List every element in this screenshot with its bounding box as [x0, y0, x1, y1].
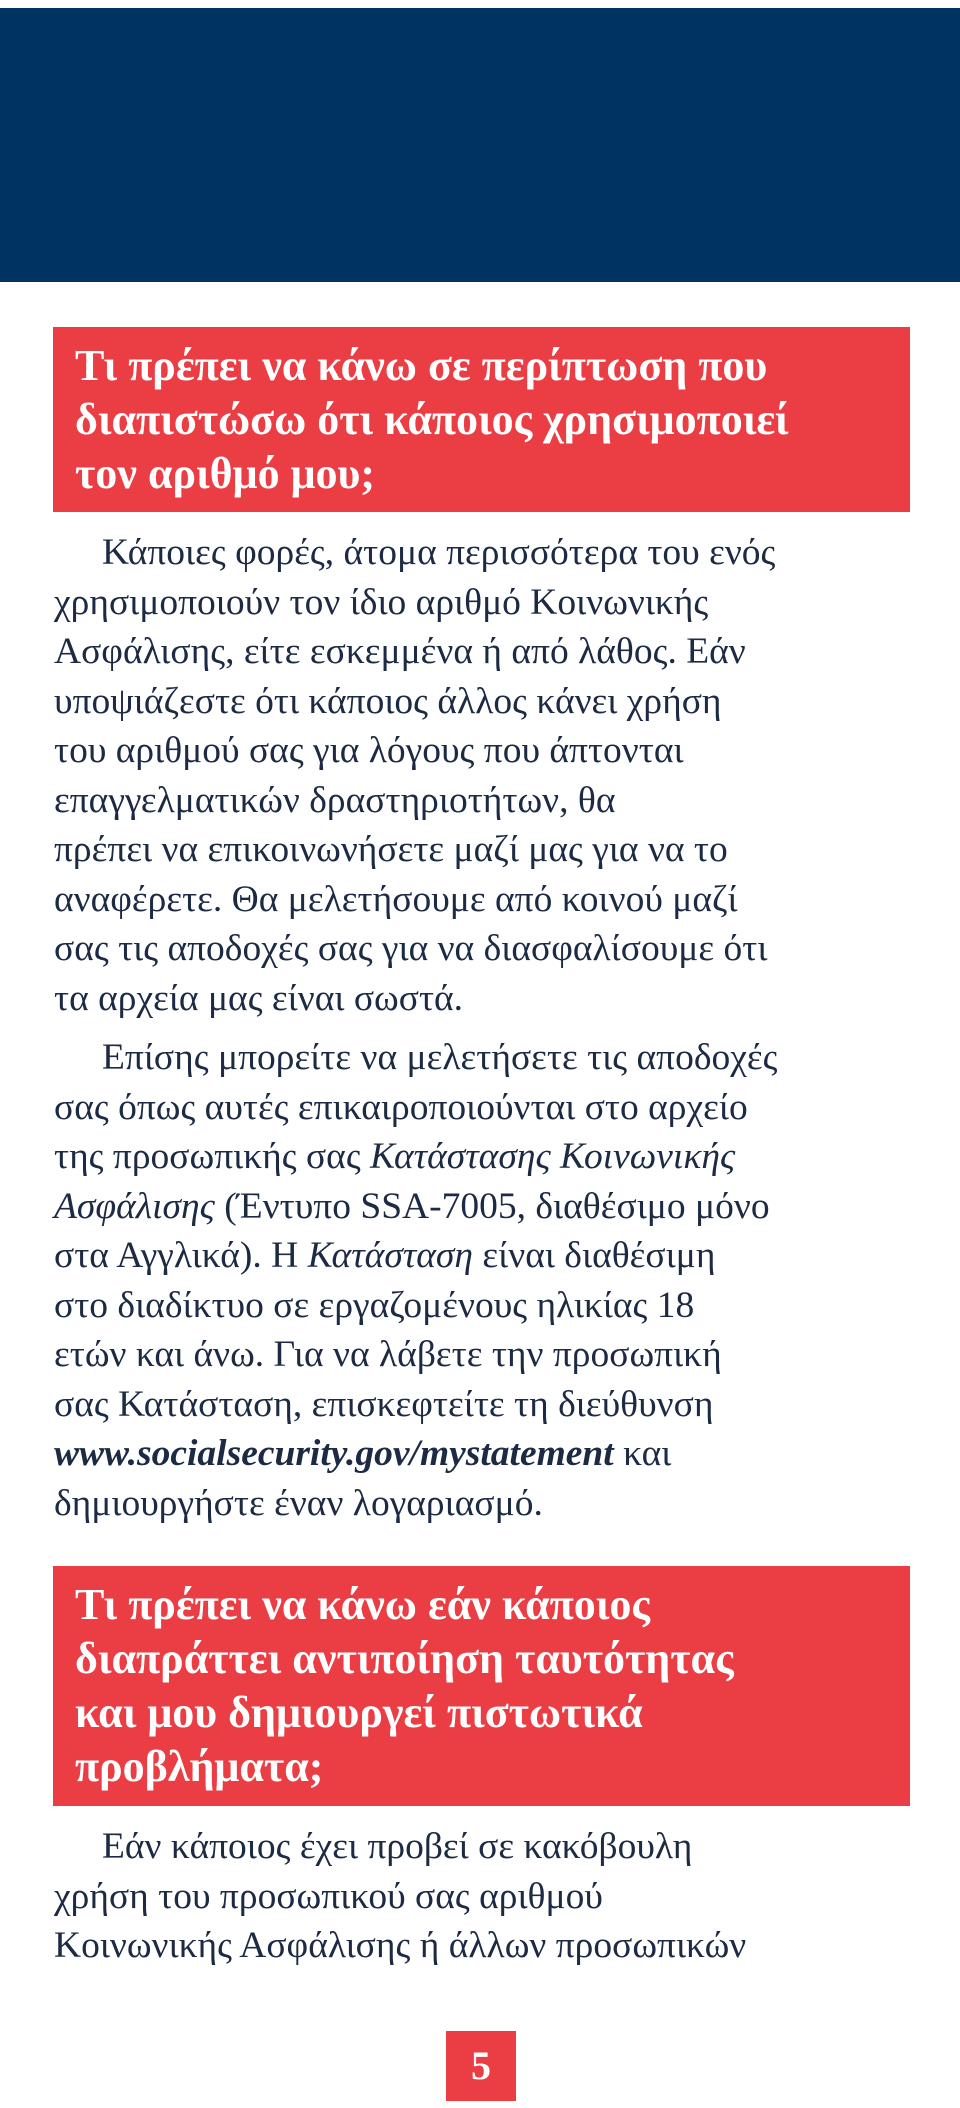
- page-number: 5: [446, 2031, 516, 2101]
- paragraph-identity-theft: [54, 1822, 934, 1971]
- paragraph-line: ετών και άνω. Για να λάβετε την προσωπική: [54, 1334, 722, 1375]
- text-run: της προσωπικής σας: [54, 1136, 371, 1177]
- paragraph-line: Εάν κάποιος έχει προβεί σε κακόβουλη: [102, 1826, 693, 1867]
- text-run: είναι διαθέσιμη: [473, 1235, 716, 1276]
- heading-line: προβλήματα;: [75, 1742, 324, 1791]
- paragraph-line: υποψιάζεστε ότι κάποιος άλλος κάνει χρήση: [54, 680, 722, 722]
- paragraph-line: σας Κατάσταση, επισκεφτείτε τη διεύθυνση: [54, 1383, 714, 1425]
- paragraph-line: τα αρχεία μας είναι σωστά.: [54, 977, 464, 1019]
- paragraph-line: αναφέρετε. Θα μελετήσουμε από κοινού μαζί: [54, 878, 738, 920]
- section-heading-identity-theft: [53, 1566, 910, 1806]
- heading-line: διαπράττει αντιποίηση ταυτότητας: [75, 1634, 734, 1683]
- paragraph-line: [54, 1429, 934, 1479]
- paragraph-line: Ασφάλισης, είτε εσκεμμένα ή από λάθος. Εάν: [54, 631, 746, 672]
- paragraph-line: επαγγελματικών δραστηριοτήτων, θα: [54, 779, 616, 821]
- heading-line: και μου δημιουργεί πιστωτικά: [75, 1688, 643, 1737]
- paragraph-line: πρέπει να επικοινωνήσετε μαζί μας για να το: [54, 829, 728, 870]
- paragraph-line: Κοινωνικής Ασφάλισης ή άλλων προσωπικών: [54, 1925, 747, 1966]
- paragraph-line: σας όπως αυτές επικαιροποιούνται στο αρχείο: [54, 1086, 748, 1128]
- section-heading-number-misuse: [53, 327, 910, 512]
- statement-word-italic: Κατάσταση: [307, 1235, 474, 1276]
- heading-line: Τι πρέπει να κάνω εάν κάποιος: [75, 1580, 650, 1629]
- statement-title-italic: Κατάστασης Κοινωνικής: [370, 1136, 736, 1177]
- heading-line: τον αριθμό μου;: [75, 449, 376, 498]
- paragraph-line: σας τις αποδοχές σας για να διασφαλίσουμε ότι: [54, 928, 768, 969]
- paragraph-line: Επίσης μπορείτε να μελετήσετε τις αποδοχές: [102, 1037, 778, 1078]
- paragraph-line: [54, 1231, 934, 1281]
- heading-line: διαπιστώσω ότι κάποιος χρησιμοποιεί: [75, 395, 789, 444]
- paragraph-number-misuse: [54, 528, 934, 1023]
- paragraph-line: του αριθμού σας για λόγους που άπτονται: [54, 730, 684, 771]
- paragraph-line: στο διαδίκτυο σε εργαζομένους ηλικίας 18: [54, 1284, 695, 1326]
- paragraph-line: δημιουργήστε έναν λογαριασμό.: [54, 1482, 543, 1524]
- mystatement-url[interactable]: www.socialsecurity.gov/mystatement: [54, 1433, 614, 1474]
- paragraph-line: χρήση του προσωπικού σας αριθμού: [54, 1875, 603, 1917]
- top-color-band: [0, 8, 960, 282]
- paragraph-line: [54, 1182, 934, 1232]
- paragraph-statement: [54, 1033, 934, 1528]
- text-run: στα Αγγλικά). Η: [54, 1235, 308, 1276]
- paragraph-line: [54, 1132, 934, 1182]
- heading-line: Τι πρέπει να κάνω σε περίπτωση που: [75, 341, 768, 390]
- text-run: και: [613, 1433, 672, 1474]
- paragraph-line: Κάποιες φορές, άτομα περισσότερα του ενός: [102, 532, 776, 573]
- text-run: (Έντυπο SSA-7005, διαθέσιμο μόνο: [214, 1185, 770, 1227]
- paragraph-line: χρησιμοποιούν τον ίδιο αριθμό Κοινωνικής: [54, 581, 709, 623]
- statement-title-italic: Ασφάλισης: [54, 1185, 215, 1227]
